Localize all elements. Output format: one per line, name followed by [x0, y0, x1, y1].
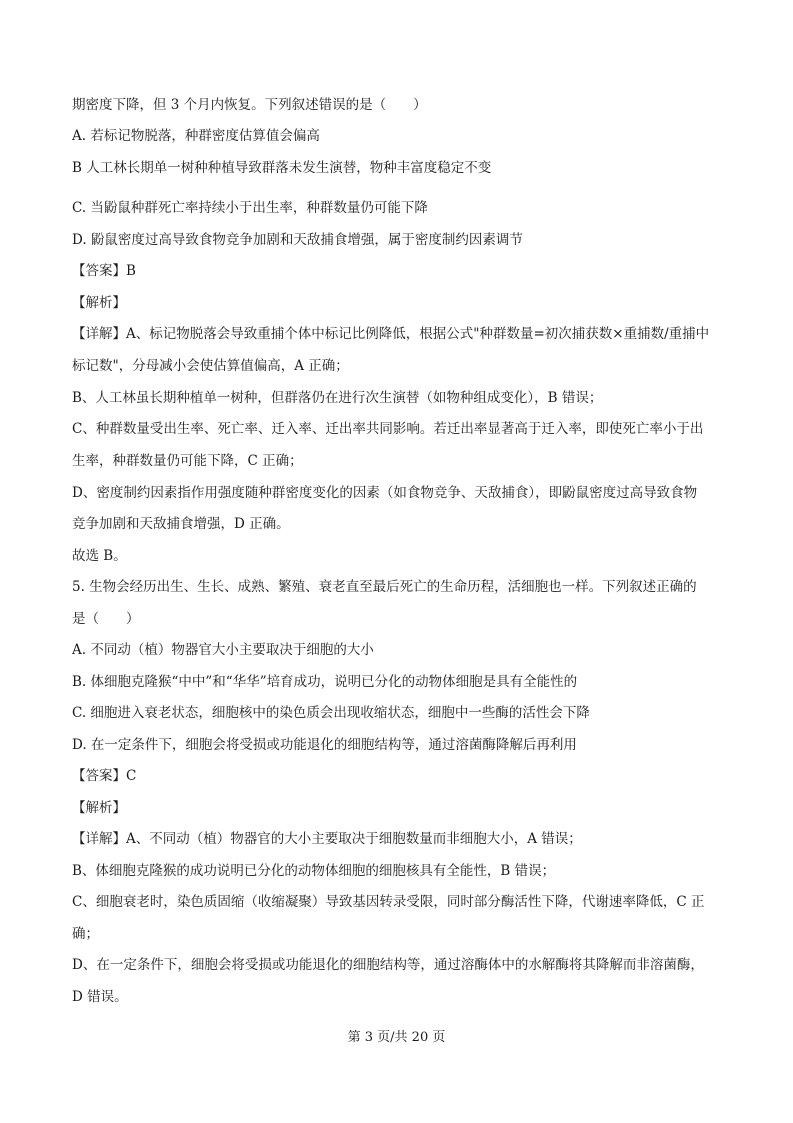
explanation-line: 【详解】A、不同动（植）物器官的大小主要取决于细胞数量而非细胞大小，A 错误；	[72, 831, 582, 847]
answer-label: 【答案】C	[72, 768, 137, 784]
option-d: D. 在一定条件下，细胞会将受损或功能退化的细胞结构等，通过溶菌酶降解后再利用	[72, 737, 577, 753]
explanation-line: D、在一定条件下，细胞会将受损或功能退化的细胞结构等，通过溶酶体中的水解酶将其降解而非溶菌酶，	[72, 957, 704, 973]
explanation-line: 确；	[72, 926, 99, 942]
explanation-line: 【详解】A、标记物脱落会导致重捕个体中标记比例降低，根据公式"种群数量=初次捕获数×重捕数/重捕中	[72, 326, 710, 342]
analysis-label: 【解析】	[72, 800, 126, 816]
explanation-line: C、种群数量受出生率、死亡率、迁入率、迁出率共同影响。若迁出率显著高于迁入率，即使死亡率小于出	[72, 421, 704, 437]
question-stem-continuation: 期密度下降，但 3 个月内恢复。下列叙述错误的是（ ）	[72, 97, 427, 113]
question-5-stem: 5. 生物会经历出生、生长、成熟、繁殖、衰老直至最后死亡的生命历程，活细胞也一样。下列叙述正确的	[72, 579, 697, 595]
question-5-stem: 是（ ）	[72, 611, 140, 627]
explanation-line: 标记数"，分母减小会使估算值偏高，A 正确；	[72, 358, 349, 374]
answer-label: 【答案】B	[72, 263, 136, 279]
conclusion-line: 故选 B。	[72, 548, 127, 564]
explanation-line: 生率，种群数量仍可能下降，C 正确；	[72, 453, 303, 469]
explanation-line: D、密度制约因素指作用强度随种群密度变化的因素（如食物竞争、天敌捕食），即鼢鼠密度过高导致食物	[72, 485, 698, 501]
option-a: A. 不同动（植）物器官大小主要取决于细胞的大小	[72, 642, 374, 658]
option-a: A. 若标记物脱落，种群密度估算值会偏高	[72, 128, 320, 144]
analysis-label: 【解析】	[72, 295, 126, 311]
option-c: C. 当鼢鼠种群死亡率持续小于出生率，种群数量仍可能下降	[72, 200, 428, 216]
page-footer: 第 3 页/共 20 页	[347, 1030, 446, 1045]
explanation-line: D 错误。	[72, 989, 128, 1005]
option-d: D. 鼢鼠密度过高导致食物竞争加剧和天敌捕食增强，属于密度制约因素调节	[72, 232, 523, 248]
option-b: B. 体细胞克隆猴“中中”和“华华”培育成功，说明已分化的动物体细胞是具有全能性的	[72, 674, 578, 690]
explanation-line: B、人工林虽长期种植单一树种，但群落仍在进行次生演替（如物种组成变化），B 错误；	[72, 390, 603, 406]
option-c: C. 细胞进入衰老状态，细胞核中的染色质会出现收缩状态，细胞中一些酶的活性会下降	[72, 705, 590, 721]
option-b: B 人工林长期单一树种种植导致群落未发生演替，物种丰富度稳定不变	[72, 160, 492, 176]
explanation-line: 竞争加剧和天敌捕食增强，D 正确。	[72, 516, 290, 532]
explanation-line: C、细胞衰老时，染色质固缩（收缩凝聚）导致基因转录受限，同时部分酶活性下降，代谢速率降低，C 正	[72, 894, 705, 910]
explanation-line: B、体细胞克隆猴的成功说明已分化的动物体细胞的细胞核具有全能性，B 错误；	[72, 863, 556, 879]
